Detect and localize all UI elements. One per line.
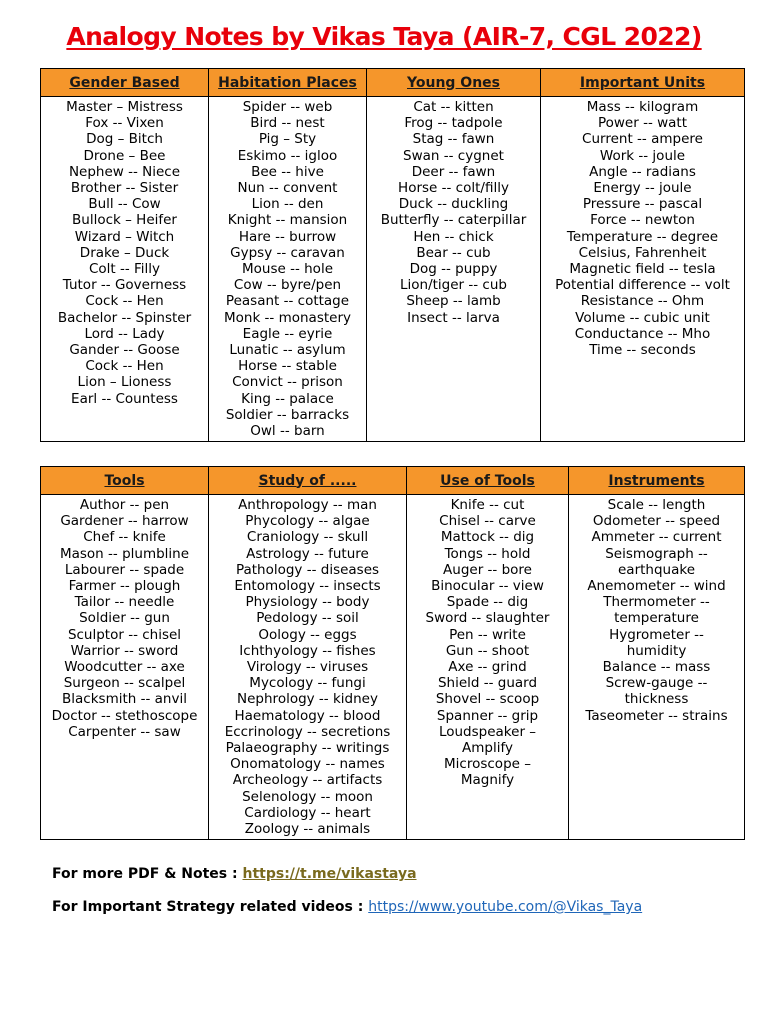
list-item: Potential difference -- volt — [555, 277, 730, 294]
list-item: Hare -- burrow — [238, 228, 337, 245]
list-item: Taseometer -- strains — [585, 707, 728, 724]
list-item: Doctor -- stethoscope — [51, 707, 198, 724]
list-item: Microscope – — [444, 756, 531, 773]
list-item: Carpenter -- saw — [68, 723, 181, 740]
youtube-link[interactable]: https://www.youtube.com/@Vikas_Taya — [368, 899, 643, 915]
list-item: Time -- seconds — [589, 342, 696, 359]
column-cell — [209, 97, 367, 442]
column-cell — [41, 495, 209, 840]
list-item: Thermometer -- — [603, 594, 710, 611]
list-item: Cat -- kitten — [413, 99, 494, 115]
list-item: Nephew -- Niece — [68, 163, 181, 180]
list-item: Tutor -- Governess — [62, 277, 187, 294]
list-item: Mouse -- hole — [242, 261, 333, 278]
list-item: Gun -- shoot — [445, 642, 530, 659]
list-item: Chisel -- carve — [439, 513, 536, 530]
list-item: Gypsy -- caravan — [230, 244, 345, 261]
list-item: Hygrometer -- — [609, 626, 704, 643]
list-item: Frog -- tadpole — [404, 115, 503, 132]
list-item: Butterfly -- caterpillar — [380, 212, 527, 229]
list-item: Drake – Duck — [79, 244, 170, 261]
list-item: Palaeography -- writings — [225, 740, 390, 757]
list-item: humidity — [626, 642, 687, 659]
footer-pdf-notes — [52, 866, 417, 882]
list-item: Lunatic -- asylum — [229, 342, 346, 359]
list-item: Wizard – Witch — [74, 228, 175, 245]
list-item: Sword -- slaughter — [425, 610, 550, 627]
list-item: Archeology -- artifacts — [232, 772, 383, 789]
list-item: Lion -- den — [251, 196, 324, 213]
list-item: temperature — [614, 610, 699, 627]
list-item: Current -- ampere — [582, 131, 703, 148]
habitation-places-list — [209, 97, 366, 441]
list-item: Gardener -- harrow — [60, 513, 189, 530]
list-item: Stag -- fawn — [412, 131, 495, 148]
list-item: Bullock – Heifer — [72, 212, 177, 229]
list-item: Mason -- plumbline — [59, 545, 190, 562]
column-header: Tools — [41, 467, 209, 495]
list-item: Pen -- write — [449, 626, 526, 643]
list-item: Axe -- grind — [448, 659, 527, 676]
list-item: Pathology -- diseases — [235, 561, 380, 578]
list-item: Anthropology -- man — [238, 497, 377, 513]
list-item: Lion/tiger -- cub — [400, 277, 507, 294]
list-item: Screw-gauge -- — [605, 675, 708, 692]
list-item: Oology -- eggs — [258, 626, 357, 643]
list-item: Spider -- web — [242, 99, 333, 115]
young-ones-list — [367, 97, 540, 328]
list-item: Gander -- Goose — [69, 342, 180, 359]
list-item: Knight -- mansion — [227, 212, 348, 229]
list-item: Sculptor -- chisel — [67, 626, 182, 643]
list-item: King -- palace — [241, 390, 334, 407]
list-item: Monk -- monastery — [223, 309, 352, 326]
list-item: Ammeter -- current — [591, 529, 722, 546]
list-item: Scale -- length — [607, 497, 706, 513]
list-item: Eagle -- eyrie — [242, 325, 333, 342]
list-item: Cardiology -- heart — [244, 804, 371, 821]
list-item: Sheep -- lamb — [406, 293, 501, 310]
list-item: Pig – Sty — [258, 131, 317, 148]
use-of-tools-list — [407, 495, 568, 791]
table-header-row — [41, 467, 745, 495]
important-units-list — [541, 97, 744, 360]
list-item: Nephrology -- kidney — [237, 691, 378, 708]
list-item: Haematology -- blood — [234, 707, 381, 724]
list-item: Nun -- convent — [237, 180, 338, 197]
list-item: Duck -- duckling — [398, 196, 509, 213]
footer-strategy-videos — [52, 899, 642, 915]
list-item: Soldier -- gun — [79, 610, 170, 627]
list-item: Celsius, Fahrenheit — [578, 244, 707, 261]
column-cell — [209, 495, 407, 840]
analogy-table-1 — [40, 68, 745, 442]
list-item: Virology -- viruses — [246, 659, 369, 676]
list-item: Conductance -- Mho — [574, 325, 711, 342]
list-item: Cock -- Hen — [85, 358, 164, 375]
list-item: Angle -- radians — [589, 163, 696, 180]
list-item: Bear -- cub — [416, 244, 491, 261]
list-item: Colt -- Filly — [88, 261, 161, 278]
column-header: Use of Tools — [407, 467, 569, 495]
telegram-link[interactable]: https://t.me/vikastaya — [242, 866, 417, 882]
list-item: Volume -- cubic unit — [575, 309, 710, 326]
page-title: Analogy Notes by Vikas Taya (AIR-7, CGL 2022) — [66, 22, 702, 51]
list-item: Pedology -- soil — [256, 610, 359, 627]
list-item: Resistance -- Ohm — [580, 293, 705, 310]
list-item: Spade -- dig — [446, 594, 529, 611]
list-item: Dog – Bitch — [86, 131, 163, 148]
column-header: Instruments — [569, 467, 745, 495]
list-item: Craniology -- skull — [246, 529, 369, 546]
list-item: Physiology -- body — [245, 594, 370, 611]
column-cell — [541, 97, 745, 442]
table-body-row — [41, 495, 745, 840]
study-of-list — [209, 495, 406, 839]
list-item: Insect -- larva — [407, 309, 500, 326]
list-item: Amplify — [462, 740, 513, 757]
list-item: Pressure -- pascal — [582, 196, 703, 213]
list-item: Onomatology -- names — [230, 756, 385, 773]
list-item: Horse -- stable — [238, 358, 337, 375]
list-item: Entomology -- insects — [234, 578, 381, 595]
list-item: Mass -- kilogram — [586, 99, 699, 115]
list-item: Shield -- guard — [437, 675, 538, 692]
list-item: Tailor -- needle — [74, 594, 175, 611]
list-item: Cock -- Hen — [85, 293, 164, 310]
column-cell — [569, 495, 745, 840]
list-item: Auger -- bore — [443, 561, 532, 578]
list-item: Warrior -- sword — [70, 642, 179, 659]
list-item: Binocular -- view — [431, 578, 544, 595]
gender-based-list — [41, 97, 208, 409]
list-item: Peasant -- cottage — [225, 293, 350, 310]
column-header: Gender Based — [41, 69, 209, 97]
list-item: Lord -- Lady — [84, 325, 165, 342]
list-item: Selenology -- moon — [242, 788, 373, 805]
column-header: Study of ..... — [209, 467, 407, 495]
list-item: Lion – Lioness — [77, 374, 172, 391]
list-item: Hen -- chick — [413, 228, 494, 245]
list-item: Blacksmith -- anvil — [62, 691, 187, 708]
list-item: Phycology -- algae — [245, 513, 370, 530]
list-item: Cow -- byre/pen — [233, 277, 342, 294]
list-item: thickness — [624, 691, 689, 708]
list-item: earthquake — [617, 561, 696, 578]
column-header: Important Units — [541, 69, 745, 97]
column-header: Habitation Places — [209, 69, 367, 97]
list-item: Fox -- Vixen — [85, 115, 164, 132]
list-item: Bachelor -- Spinster — [57, 309, 192, 326]
list-item: Zoology -- animals — [244, 821, 371, 838]
table-header-row — [41, 69, 745, 97]
list-item: Swan -- cygnet — [403, 147, 504, 164]
list-item: Eskimo -- igloo — [237, 147, 338, 164]
list-item: Force -- newton — [590, 212, 695, 229]
list-item: Tongs -- hold — [444, 545, 531, 562]
list-item: Mattock -- dig — [440, 529, 535, 546]
list-item: Magnetic field -- tesla — [569, 261, 716, 278]
list-item: Drone – Bee — [83, 147, 166, 164]
list-item: Work -- joule — [599, 147, 686, 164]
list-item: Woodcutter -- axe — [64, 659, 185, 676]
list-item: Magnify — [460, 772, 515, 789]
list-item: Owl -- barn — [250, 423, 325, 440]
list-item: Spanner -- grip — [436, 707, 539, 724]
list-item: Horse -- colt/filly — [398, 180, 509, 197]
list-item: Bird -- nest — [250, 115, 325, 132]
table-body-row — [41, 97, 745, 442]
list-item: Temperature -- degree — [566, 228, 719, 245]
list-item: Labourer -- spade — [64, 561, 185, 578]
list-item: Anemometer -- wind — [587, 578, 726, 595]
list-item: Earl -- Countess — [71, 390, 178, 407]
list-item: Brother -- Sister — [70, 180, 179, 197]
list-item: Ichthyology -- fishes — [239, 642, 376, 659]
list-item: Author -- pen — [79, 497, 170, 513]
list-item: Surgeon -- scalpel — [63, 675, 186, 692]
list-item: Soldier -- barracks — [225, 406, 350, 423]
list-item: Farmer -- plough — [68, 578, 181, 595]
list-item: Power -- watt — [597, 115, 688, 132]
list-item: Deer -- fawn — [411, 163, 496, 180]
list-item: Seismograph -- — [605, 545, 708, 562]
column-header: Young Ones — [367, 69, 541, 97]
list-item: Loudspeaker – — [438, 723, 537, 740]
list-item: Master – Mistress — [66, 99, 183, 115]
analogy-table-2 — [40, 466, 745, 840]
column-cell — [367, 97, 541, 442]
list-item: Balance -- mass — [602, 659, 711, 676]
footer-pdf-label: For more PDF & Notes : — [52, 866, 243, 882]
list-item: Chef -- knife — [83, 529, 166, 546]
footer-videos-label: For Important Strategy related videos : — [52, 899, 369, 915]
list-item: Convict -- prison — [232, 374, 343, 391]
list-item: Bull -- Cow — [88, 196, 161, 213]
column-cell — [41, 97, 209, 442]
list-item: Mycology -- fungi — [249, 675, 366, 692]
tools-list — [41, 495, 208, 742]
list-item: Bee -- hive — [251, 163, 324, 180]
list-item: Dog -- puppy — [409, 261, 498, 278]
instruments-list — [569, 495, 744, 726]
list-item: Energy -- joule — [593, 180, 692, 197]
list-item: Odometer -- speed — [592, 513, 721, 530]
list-item: Astrology -- future — [246, 545, 369, 562]
list-item: Knife -- cut — [450, 497, 525, 513]
column-cell — [407, 495, 569, 840]
list-item: Eccrinology -- secretions — [224, 723, 391, 740]
list-item: Shovel -- scoop — [435, 691, 540, 708]
